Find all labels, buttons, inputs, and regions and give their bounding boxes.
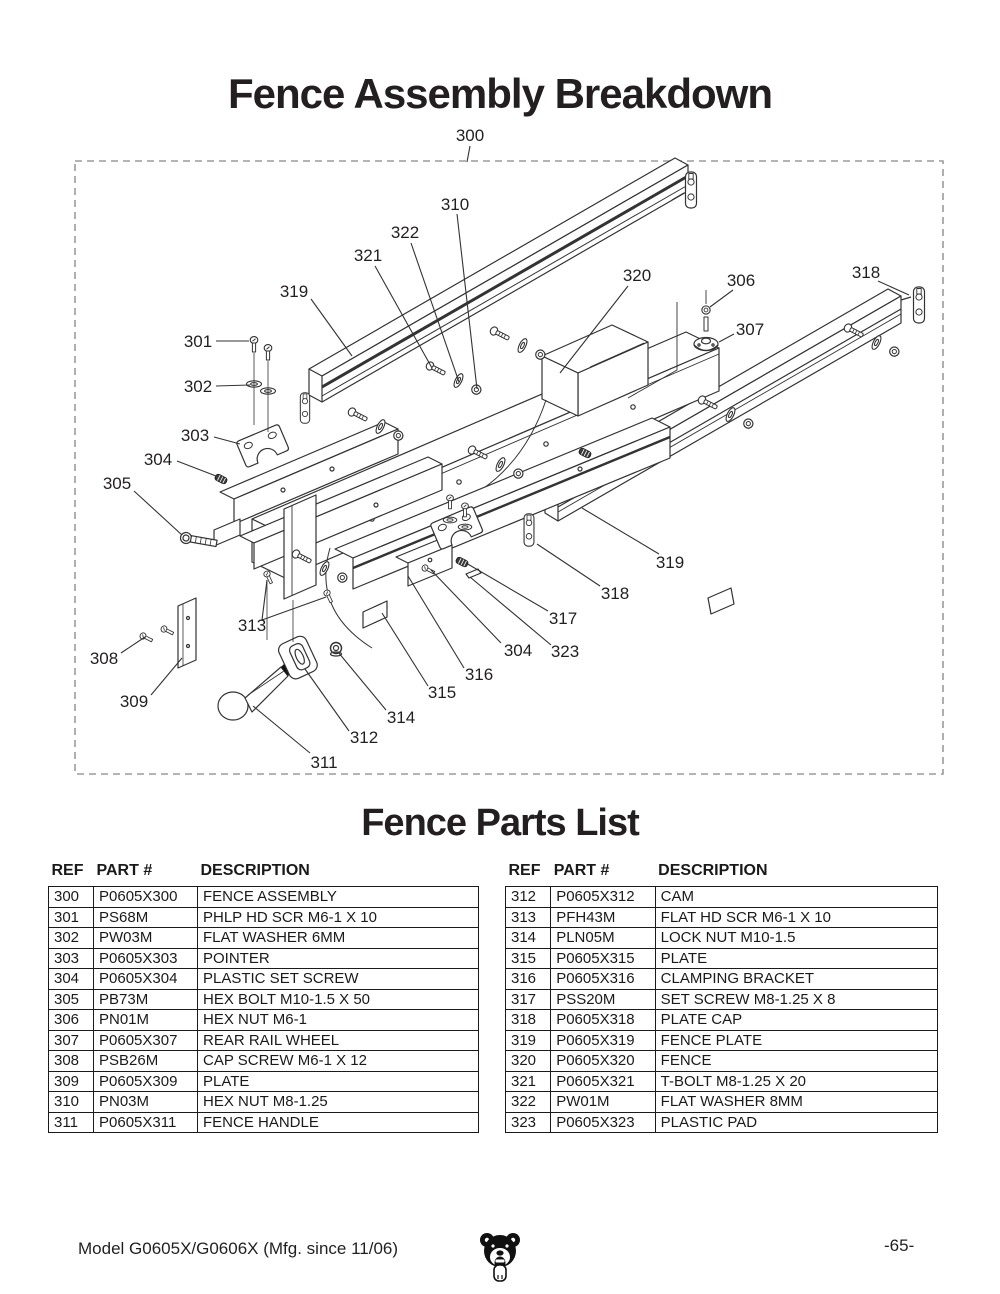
fence-assembly-diagram: [0, 120, 1000, 780]
ref-cell: 303: [49, 948, 94, 969]
ref-cell: 313: [506, 907, 551, 928]
parts-row: [49, 1092, 479, 1113]
ref-cell: 321: [506, 1071, 551, 1092]
description-column-header: DESCRIPTION: [658, 862, 768, 879]
page-title: Fence Assembly Breakdown: [228, 70, 772, 117]
ref-cell: 318: [506, 1010, 551, 1031]
callout-307: 307: [735, 320, 765, 339]
parts-row: [506, 887, 938, 908]
description-cell: HEX NUT M8-1.25: [198, 1092, 479, 1113]
description-cell: REAR RAIL WHEEL: [198, 1030, 479, 1051]
callout-303: 303: [180, 426, 210, 445]
callout-319-top: 319: [279, 282, 309, 301]
ref-cell: 316: [506, 969, 551, 990]
parts-row: [506, 1071, 938, 1092]
callout-311: 311: [310, 753, 338, 772]
part-number-column-header: PART #: [553, 862, 610, 879]
part-number-cell: P0605X304: [94, 969, 198, 990]
description-cell: LOCK NUT M10-1.5: [655, 928, 937, 949]
parts-row: [506, 1010, 938, 1031]
callout-310: 310: [440, 195, 470, 214]
description-cell: FENCE: [655, 1051, 937, 1072]
parts-header-row: [506, 862, 938, 887]
part-number-cell: P0605X307: [94, 1030, 198, 1051]
callout-313: 313: [237, 616, 267, 635]
part-number-cell: P0605X303: [94, 948, 198, 969]
plate-309: [139, 598, 196, 668]
callout-314: 314: [386, 708, 416, 727]
ref-cell: 304: [49, 969, 94, 990]
parts-row: [506, 1092, 938, 1113]
description-cell: FLAT HD SCR M6-1 X 10: [655, 907, 937, 928]
ref-cell: 302: [49, 928, 94, 949]
callout-318-right: 318: [851, 263, 881, 282]
part-number-cell: PW03M: [94, 928, 198, 949]
part-number-cell: PSB26M: [94, 1051, 198, 1072]
part-number-cell: PN03M: [94, 1092, 198, 1113]
parts-row: [49, 928, 479, 949]
parts-row: [49, 948, 479, 969]
callout-320: 320: [622, 266, 652, 285]
description-cell: PHLP HD SCR M6-1 X 10: [198, 907, 479, 928]
description-cell: PLASTIC PAD: [655, 1112, 937, 1133]
callout-308: 308: [89, 649, 119, 668]
ref-cell: 300: [49, 887, 94, 908]
parts-row: [49, 887, 479, 908]
description-cell: FLAT WASHER 8MM: [655, 1092, 937, 1113]
callout-309: 309: [119, 692, 149, 711]
description-cell: HEX BOLT M10-1.5 X 50: [198, 989, 479, 1010]
parts-row: [506, 1030, 938, 1051]
ref-cell: 323: [506, 1112, 551, 1133]
description-cell: CAP SCREW M6-1 X 12: [198, 1051, 479, 1072]
callout-317: 317: [548, 609, 578, 628]
ref-cell: 314: [506, 928, 551, 949]
ref-cell: 311: [49, 1112, 94, 1133]
ref-cell: 305: [49, 989, 94, 1010]
parts-header-row: [49, 862, 479, 887]
callout-304-left: 304: [143, 450, 173, 469]
part-number-cell: PLN05M: [551, 928, 655, 949]
plate-cap-318-b: [914, 287, 925, 323]
parts-row: [49, 1112, 479, 1133]
description-cell: FENCE ASSEMBLY: [198, 887, 479, 908]
ref-cell: 310: [49, 1092, 94, 1113]
plate-cap-318-d: [524, 514, 534, 546]
ref-column-header: REF: [51, 862, 84, 879]
description-cell: FENCE HANDLE: [198, 1112, 479, 1133]
ref-cell: 319: [506, 1030, 551, 1051]
parts-row: [49, 1010, 479, 1031]
ref-cell: 317: [506, 989, 551, 1010]
assembly-artwork: [139, 158, 925, 720]
ref-cell: 312: [506, 887, 551, 908]
description-cell: SET SCREW M8-1.25 X 8: [655, 989, 937, 1010]
description-cell: HEX NUT M6-1: [198, 1010, 479, 1031]
part-number-cell: PN01M: [94, 1010, 198, 1031]
ref-column-header: REF: [508, 862, 541, 879]
parts-row: [49, 969, 479, 990]
callout-319-lower: 319: [655, 553, 685, 572]
part-number-cell: PW01M: [551, 1092, 655, 1113]
callout-300: 300: [455, 126, 485, 145]
callout-322: 322: [390, 223, 420, 242]
parts-row: [506, 948, 938, 969]
callout-318-lower: 318: [600, 584, 630, 603]
plate-cap-318-c: [300, 393, 309, 424]
part-number-column-header: PART #: [96, 862, 153, 879]
part-number-cell: P0605X320: [551, 1051, 655, 1072]
parts-row: [49, 989, 479, 1010]
description-cell: CAM: [655, 887, 937, 908]
parts-row: [506, 1051, 938, 1072]
description-cell: FENCE PLATE: [655, 1030, 937, 1051]
part-number-cell: P0605X318: [551, 1010, 655, 1031]
grizzly-bear-logo-icon: [477, 1231, 523, 1287]
callout-302: 302: [183, 377, 213, 396]
ref-cell: 309: [49, 1071, 94, 1092]
callout-315: 315: [427, 683, 457, 702]
plate-cap-318-a: [686, 172, 697, 208]
ref-cell: 322: [506, 1092, 551, 1113]
parts-row: [49, 1071, 479, 1092]
parts-row: [506, 1112, 938, 1133]
hex-bolt-305: [180, 532, 218, 549]
part-number-cell: PFH43M: [551, 907, 655, 928]
callout-305: 305: [102, 474, 132, 493]
part-number-cell: P0605X315: [551, 948, 655, 969]
parts-row: [49, 907, 479, 928]
description-cell: PLATE: [198, 1071, 479, 1092]
description-cell: PLASTIC SET SCREW: [198, 969, 479, 990]
handle-assembly: [218, 570, 342, 720]
part-number-cell: P0605X316: [551, 969, 655, 990]
part-number-cell: P0605X311: [94, 1112, 198, 1133]
parts-row: [506, 989, 938, 1010]
part-number-cell: P0605X309: [94, 1071, 198, 1092]
ref-cell: 315: [506, 948, 551, 969]
callout-323: 323: [550, 642, 580, 661]
callout-306: 306: [726, 271, 756, 290]
description-cell: FLAT WASHER 6MM: [198, 928, 479, 949]
part-number-cell: P0605X321: [551, 1071, 655, 1092]
part-number-cell: P0605X319: [551, 1030, 655, 1051]
description-cell: PLATE CAP: [655, 1010, 937, 1031]
parts-table-right: [505, 862, 938, 1133]
page-number: -65-: [884, 1236, 915, 1255]
ref-cell: 301: [49, 907, 94, 928]
ref-cell: 308: [49, 1051, 94, 1072]
description-cell: CLAMPING BRACKET: [655, 969, 937, 990]
part-number-cell: P0605X323: [551, 1112, 655, 1133]
description-cell: PLATE: [655, 948, 937, 969]
part-number-cell: P0605X312: [551, 887, 655, 908]
description-cell: POINTER: [198, 948, 479, 969]
parts-row: [49, 1051, 479, 1072]
parts-row: [506, 907, 938, 928]
parts-row: [506, 928, 938, 949]
footer-model-text: Model G0605X/G0606X (Mfg. since 11/06): [78, 1239, 399, 1258]
part-number-cell: PB73M: [94, 989, 198, 1010]
parts-row: [49, 1030, 479, 1051]
callout-304-lower: 304: [503, 641, 533, 660]
parts-list-title: Fence Parts List: [361, 802, 639, 844]
callout-321: 321: [353, 246, 383, 265]
description-cell: T-BOLT M8-1.25 X 20: [655, 1071, 937, 1092]
part-number-cell: P0605X300: [94, 887, 198, 908]
part-number-cell: PS68M: [94, 907, 198, 928]
callout-316: 316: [464, 665, 494, 684]
callout-301: 301: [183, 332, 213, 351]
parts-table-left: [48, 862, 479, 1133]
parts-row: [506, 969, 938, 990]
ref-cell: 320: [506, 1051, 551, 1072]
part-number-cell: PSS20M: [551, 989, 655, 1010]
callout-312: 312: [349, 728, 379, 747]
ref-cell: 307: [49, 1030, 94, 1051]
description-column-header: DESCRIPTION: [200, 862, 310, 879]
ref-cell: 306: [49, 1010, 94, 1031]
